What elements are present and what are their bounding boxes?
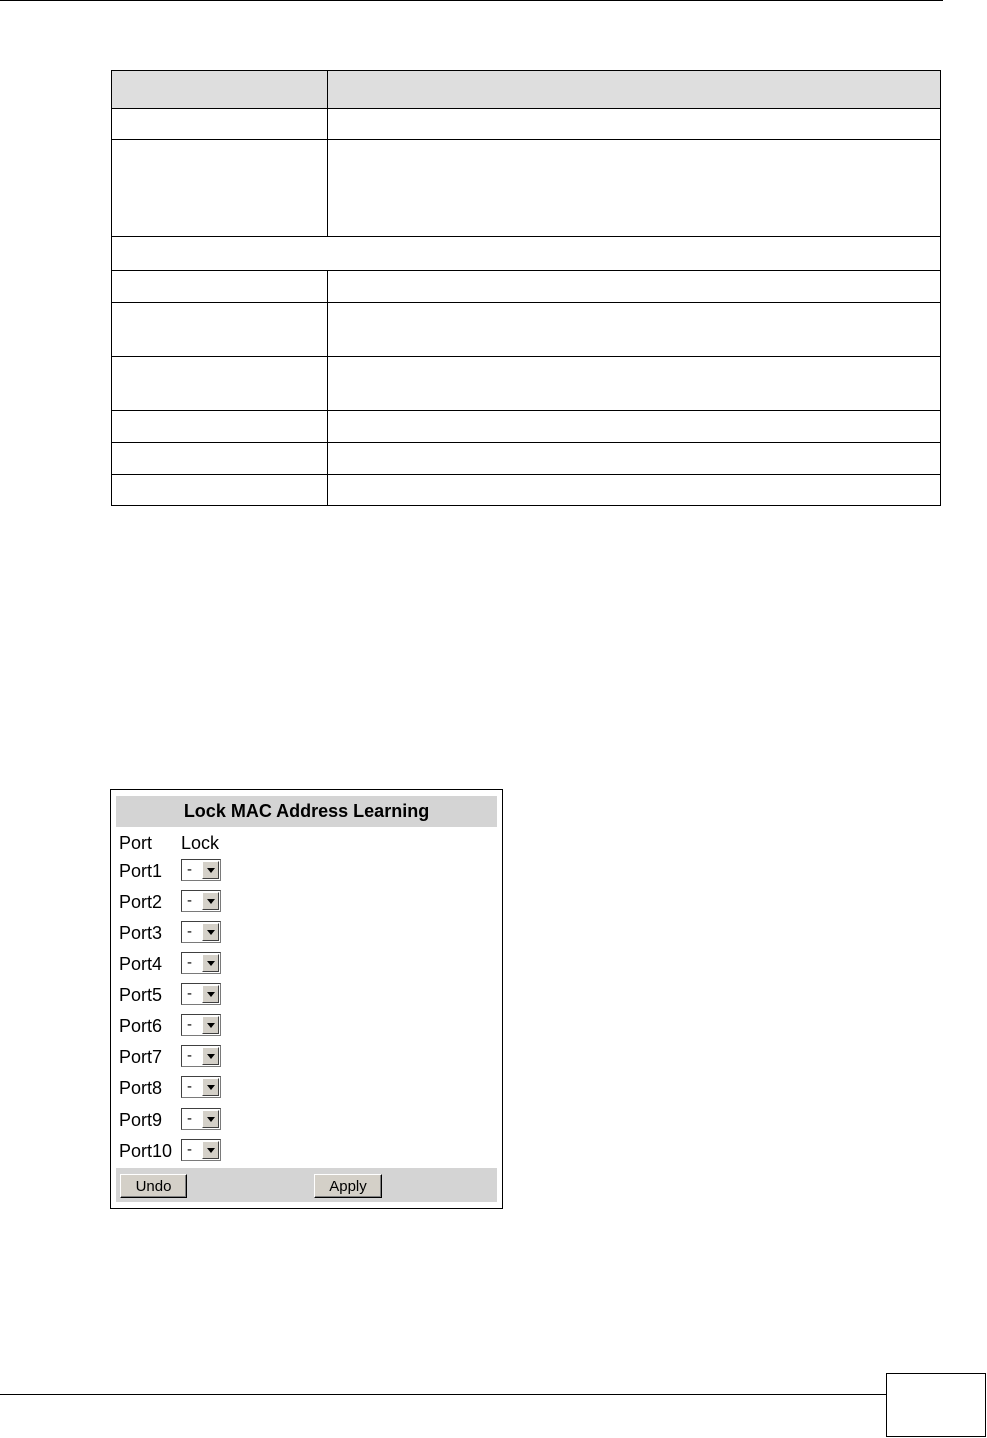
- port-label: Port5: [119, 985, 163, 1005]
- port-row: [119, 983, 419, 1007]
- lock-select-value: -: [187, 1110, 192, 1127]
- table-row: [112, 443, 941, 475]
- table-row: [112, 271, 941, 303]
- lock-select-port6[interactable]: [181, 1014, 221, 1036]
- table-cell: [112, 140, 328, 237]
- port-row: [119, 1108, 419, 1132]
- lock-select-port8[interactable]: [181, 1076, 221, 1098]
- footer-rule: [0, 1394, 887, 1395]
- table-cell: [112, 357, 328, 411]
- port-column-header: Port: [119, 833, 153, 853]
- table-row: [112, 303, 941, 357]
- table-cell: [328, 140, 941, 237]
- lock-select-port3[interactable]: [181, 921, 221, 943]
- port-label: Port4: [119, 954, 163, 974]
- port-row: [119, 890, 419, 914]
- table-row: [112, 140, 941, 237]
- lock-select-port7[interactable]: [181, 1045, 221, 1067]
- table-cell: [328, 475, 941, 506]
- table-header-row: [112, 71, 941, 109]
- description-table: [111, 70, 941, 506]
- table-cell: [328, 109, 941, 140]
- panel-footer: [116, 1168, 497, 1202]
- lock-select-value: -: [187, 1016, 192, 1033]
- lock-select-value: -: [187, 954, 192, 971]
- table-cell: [112, 411, 328, 443]
- port-row: [119, 1076, 419, 1100]
- table-row: [112, 357, 941, 411]
- lock-select-port5[interactable]: [181, 983, 221, 1005]
- port-label: Port10: [119, 1141, 173, 1161]
- lock-select-port10[interactable]: [181, 1139, 221, 1161]
- lock-select-value: -: [187, 923, 192, 940]
- table-cell: [112, 271, 328, 303]
- lock-select-value: -: [187, 1078, 192, 1095]
- table-cell: [328, 303, 941, 357]
- port-row: [119, 859, 419, 883]
- apply-button[interactable]: Apply: [314, 1174, 382, 1198]
- port-row: [119, 952, 419, 976]
- lock-select-value: -: [187, 892, 192, 909]
- table-row: [112, 475, 941, 506]
- lock-select-value: -: [187, 985, 192, 1002]
- chevron-down-icon[interactable]: [202, 985, 219, 1003]
- chevron-down-icon[interactable]: [202, 1047, 219, 1065]
- chevron-down-icon[interactable]: [202, 892, 219, 910]
- table-cell: [328, 411, 941, 443]
- lock-column-header: Lock: [181, 833, 220, 853]
- lock-select-value: -: [187, 1047, 192, 1064]
- table-cell: [112, 109, 328, 140]
- chevron-down-icon[interactable]: [202, 954, 219, 972]
- port-label: Port8: [119, 1078, 163, 1098]
- port-label: Port3: [119, 923, 163, 943]
- chevron-down-icon[interactable]: [202, 1016, 219, 1034]
- port-label: Port1: [119, 861, 163, 881]
- lock-select-port2[interactable]: [181, 890, 221, 912]
- port-label: Port2: [119, 892, 163, 912]
- table-cell: [328, 357, 941, 411]
- table-cell: [328, 271, 941, 303]
- table-header-cell: [328, 71, 941, 109]
- table-cell: [112, 475, 328, 506]
- undo-button[interactable]: Undo: [120, 1174, 187, 1198]
- table-header-cell: [112, 71, 328, 109]
- chevron-down-icon[interactable]: [202, 923, 219, 941]
- lock-select-value: -: [187, 861, 192, 878]
- panel-title: Lock MAC Address Learning: [116, 796, 497, 827]
- port-label: Port9: [119, 1110, 163, 1130]
- table-row: [112, 411, 941, 443]
- chevron-down-icon[interactable]: [202, 1110, 219, 1128]
- lock-select-value: -: [187, 1141, 192, 1158]
- lock-mac-panel: [110, 789, 503, 1209]
- chevron-down-icon[interactable]: [202, 1141, 219, 1159]
- lock-select-port1[interactable]: [181, 859, 221, 881]
- port-row: [119, 1045, 419, 1069]
- table-section-row: [112, 237, 941, 271]
- table-cell: [328, 443, 941, 475]
- port-label: Port7: [119, 1047, 163, 1067]
- header-rule: [0, 0, 943, 1]
- table-row: [112, 109, 941, 140]
- chevron-down-icon[interactable]: [202, 861, 219, 879]
- table-cell: [112, 303, 328, 357]
- port-row: [119, 1014, 419, 1038]
- lock-select-port4[interactable]: [181, 952, 221, 974]
- chevron-down-icon[interactable]: [202, 1078, 219, 1096]
- port-row: [119, 921, 419, 945]
- table-cell: [112, 443, 328, 475]
- table-cell: [112, 237, 941, 271]
- lock-select-port9[interactable]: [181, 1108, 221, 1130]
- port-label: Port6: [119, 1016, 163, 1036]
- page-number-box: [886, 1373, 986, 1437]
- port-row: [119, 1139, 419, 1163]
